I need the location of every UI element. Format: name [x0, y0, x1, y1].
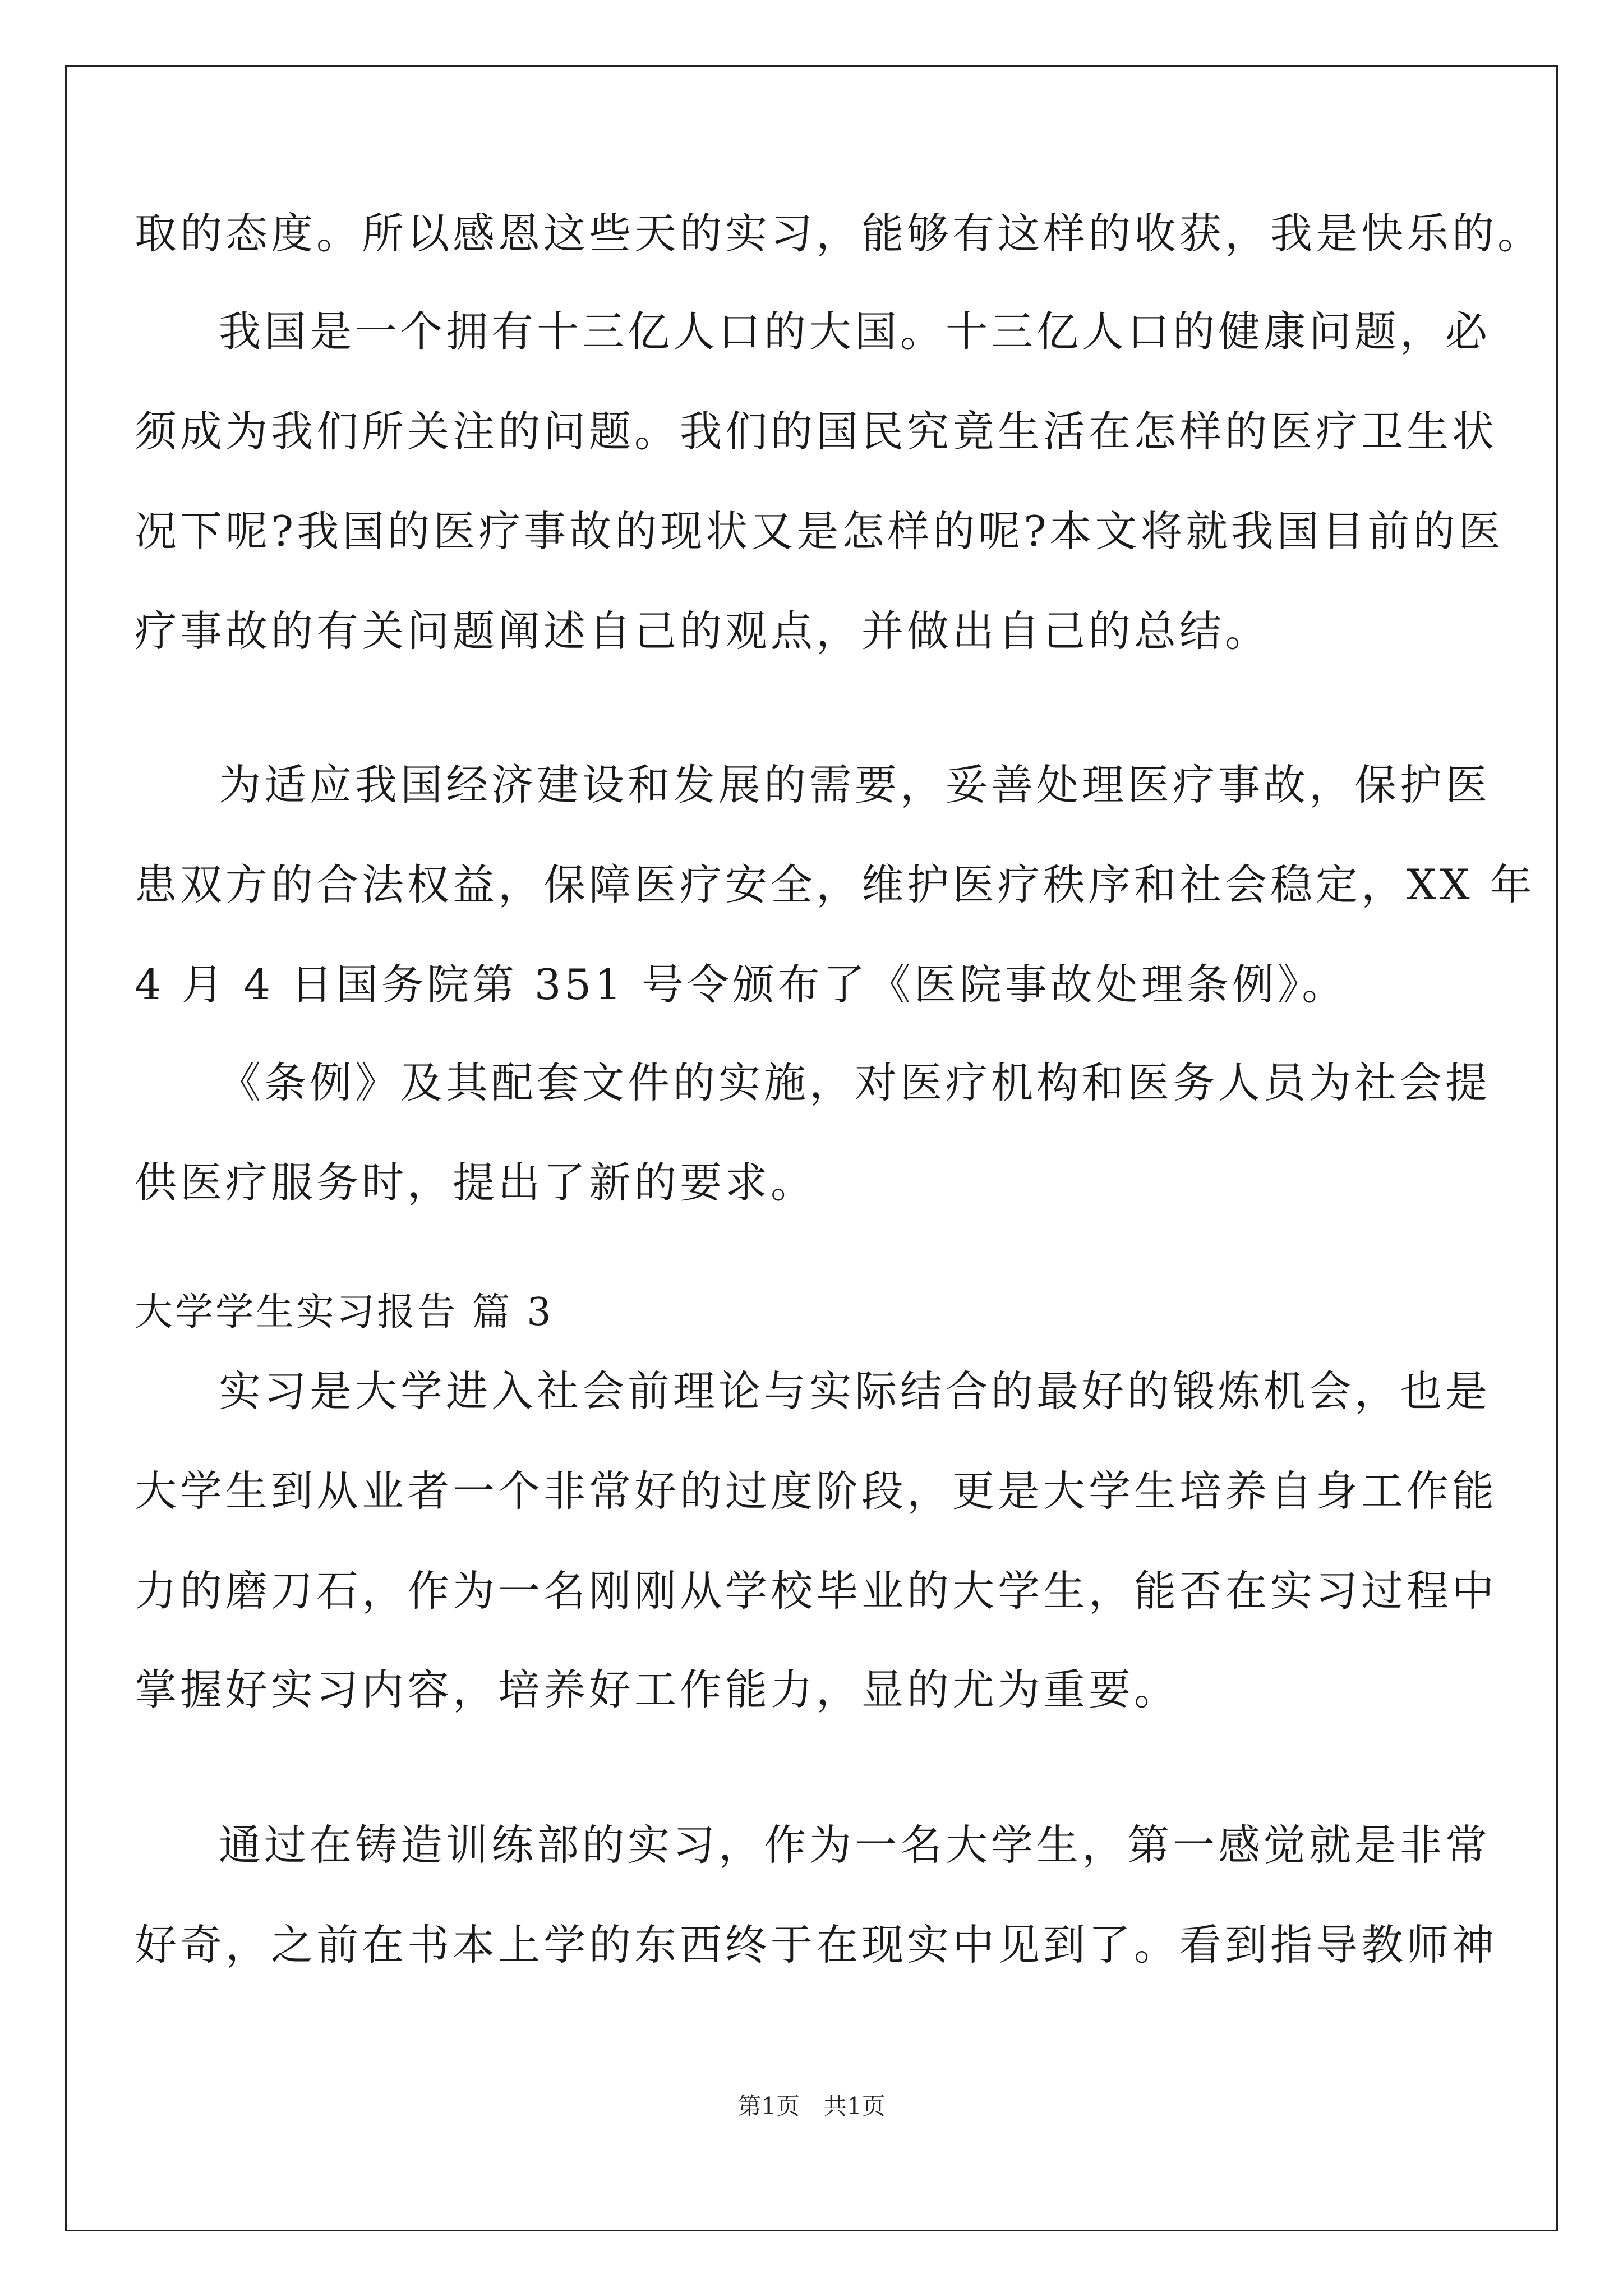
page-total: 共1页: [823, 2092, 886, 2120]
text-line: 须成为我们所关注的问题。我们的国民究竟生活在怎样的医疗卫生状: [135, 407, 1498, 456]
text-line: 疗事故的有关问题阐述自己的观点，并做出自己的总结。: [135, 606, 1271, 656]
section-heading: 大学学生实习报告 篇 3: [135, 1290, 554, 1335]
text-line: 掌握好实习内容，培养好工作能力，显的尤为重要。: [135, 1665, 1180, 1714]
text-line: 患双方的合法权益，保障医疗安全，维护医疗秩序和社会稳定，XX 年: [135, 860, 1536, 909]
paragraph-start-line: 通过在铸造训练部的实习，作为一名大学生，第一感觉就是非常: [219, 1820, 1491, 1870]
paragraph-start-line: 《条例》及其配套文件的实施，对医疗机构和医务人员为社会提: [219, 1058, 1491, 1107]
paragraph-start-line: 为适应我国经济建设和发展的需要，妥善处理医疗事故，保护医: [219, 760, 1491, 809]
paragraph-start-line: 我国是一个拥有十三亿人口的大国。十三亿人口的健康问题，必: [219, 307, 1491, 356]
paragraph-start-line: 实习是大学进入社会前理论与实际结合的最好的锻炼机会，也是: [219, 1366, 1491, 1416]
text-line: 况下呢?我国的医疗事故的现状又是怎样的呢?本文将就我国目前的医: [135, 507, 1504, 556]
text-line: 好奇，之前在书本上学的东西终于在现实中见到了。看到指导教师神: [135, 1920, 1498, 1970]
text-line: 取的态度。所以感恩这些天的实习，能够有这样的收获，我是快乐的。: [135, 209, 1543, 258]
page-number: 第1页: [737, 2092, 800, 2120]
page-border: [65, 65, 1558, 2231]
text-line: 供医疗服务时，提出了新的要求。: [135, 1158, 817, 1207]
text-line: 4 月 4 日国务院第 351 号令颁布了《医院事故处理条例》。: [135, 960, 1348, 1009]
text-line: 大学生到从业者一个非常好的过度阶段，更是大学生培养自身工作能: [135, 1466, 1498, 1516]
text-line: 力的磨刀石，作为一名刚刚从学校毕业的大学生，能否在实习过程中: [135, 1566, 1498, 1616]
page-footer: [0, 2090, 1623, 2123]
